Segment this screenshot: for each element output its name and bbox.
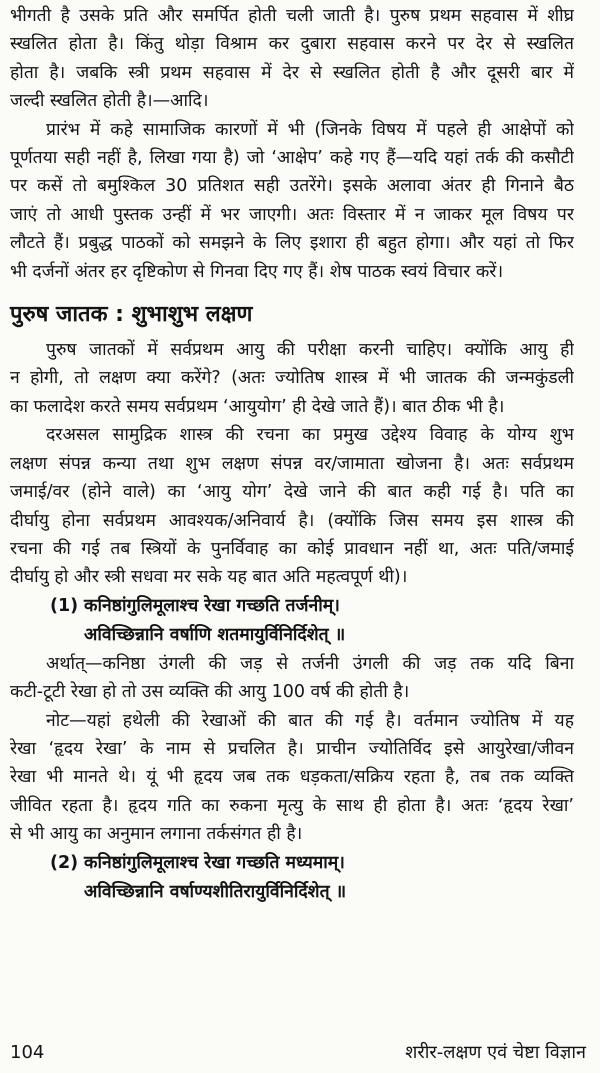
paragraph: [10, 421, 574, 591]
verse-number: (2): [50, 852, 79, 873]
text-line: जाएं तो आधी पुस्तक उन्हीं में भर जाएगी। अतः विस्तार में न जाकर मूल विषय पर: [10, 204, 574, 225]
text-line: कटी-टूटी रेखा हो तो उस व्यक्ति की आयु 100 वर्ष की होती है।: [10, 682, 410, 703]
verse-text: कनिष्ठांगुलिमूलाश्च रेखा गच्छति मध्यमाम्।: [84, 852, 345, 873]
paragraph: [10, 650, 574, 707]
text-line: दीर्घायु हो और स्त्री सधवा मर सके यह बात अति महत्वपूर्ण थी)।: [10, 567, 408, 588]
text-line: लौटते हैं। प्रबुद्ध पाठकों को समझने के लिए इशारा ही बहुत होगा। और यहां तो फिर: [10, 233, 574, 254]
text-line: से भी आयु का अनुमान लगाना तर्कसंगत ही है।: [10, 824, 303, 845]
running-title: शरीर-लक्षण एवं चेष्टा विज्ञान: [405, 1042, 586, 1063]
verse-line: [10, 849, 574, 878]
text-line: न होगी, तो लक्षण क्या करेंगे? (अतः ज्योतिष शास्त्र में भी जातक की जन्मकुंडली: [10, 368, 574, 389]
page-number: 104: [10, 1042, 45, 1063]
text-line: स्खलित होता है। किंतु थोड़ा विश्राम कर दुबारा सहवास करने पर देर से स्खलित: [10, 34, 574, 55]
text-line: होता है। जबकि स्त्री प्रथम सहवास में देर से स्खलित होती है और दूसरी बार में: [10, 62, 574, 83]
text-line: अर्थात्—कनिष्ठा उंगली की जड़ से तर्जनी उंगली की जड़ तक यदि बिना: [46, 653, 574, 674]
text-line: पुरुष जातकों में सर्वप्रथम आयु की परीक्षा करनी चाहिए। क्योंकि आयु ही: [46, 340, 574, 361]
text-line: जीवित रहता है। हृदय गति का रुकना मृत्यु के साथ ही होता है। अतः ‘हृदय रेखा’: [10, 795, 574, 816]
text-line: भी दर्जनों अंतर हर दृष्टिकोण से गिनवा दिए गए हैं। शेष पाठक स्वयं विचार करें।: [10, 261, 504, 282]
text-line: रेखा ‘हृदय रेखा’ के नाम से प्रचलित है। प्राचीन ज्योतिर्विद इसे आयुरेखा/जीवन: [10, 738, 574, 759]
text-line: भीगती है उसके प्रति और समर्पित होती चली जाती है। पुरुष प्रथम सहवास में शीघ्र: [10, 6, 574, 26]
text-line: रेखा भी मानते थे। यूं भी हृदय जब तक धड़कता/सक्रिय रहता है, तब तक व्यक्ति: [10, 767, 574, 788]
text-line: रचना की गई तब स्त्रियों के पुनर्विवाह का कोई प्रावधान नहीं था, अतः पति/जमाई: [10, 538, 574, 559]
text-line: दरअसल सामुद्रिक शास्त्र की रचना का प्रमुख उद्देश्य विवाह के योग्य शुभ: [46, 425, 574, 446]
paragraph: [10, 707, 574, 849]
text-line: जल्दी स्खलित होती है।—आदि।: [10, 91, 209, 112]
sanskrit-verse: [10, 849, 574, 907]
text-line: लक्षण संपन्न कन्या तथा शुभ लक्षण संपन्न वर/जामाता खोजना है। अतः सर्वप्रथम: [10, 453, 574, 474]
verse-text: कनिष्ठांगुलिमूलाश्च रेखा गच्छति तर्जनीम्।: [84, 595, 340, 616]
paragraph: [10, 336, 574, 421]
text-line: प्रारंभ में कहे सामाजिक कारणों में भी (जिनके विषय में पहले ही आक्षेपों को: [46, 119, 574, 140]
sanskrit-verse: [10, 592, 574, 650]
verse-line: [10, 592, 574, 621]
verse-line: अविच्छिन्नानि वर्षाण्यशीतिरायुर्विनिर्दिशेत् ॥: [84, 881, 347, 902]
text-line: दीर्घायु होना सर्वप्रथम आवश्यक/अनिवार्य है। (क्योंकि जिस समय इस शास्त्र की: [10, 510, 574, 531]
text-line: नोट—यहां हथेली की रेखाओं की बात की गई है। वर्तमान ज्योतिष में यह: [46, 710, 574, 731]
text-line: का फलादेश करते समय सर्वप्रथम ‘आयुयोग’ ही देखे जाते हैं)। बात ठीक भी है।: [10, 396, 505, 417]
text-line: पूर्णतया सही नहीं है, लिखा गया है) जो ‘आक्षेप’ कहे गए हैं—यदि यहां तर्क की कसौटी: [10, 148, 574, 169]
paragraph: [10, 2, 574, 116]
section-heading: पुरुष जातक : शुभाशुभ लक्षण: [10, 302, 253, 328]
text-line: पर कसें तो बमुश्किल 30 प्रतिशत सही उतरेंगे। इसके अलावा अंतर ही गिनाने बैठ: [10, 176, 574, 197]
paragraph: [10, 116, 574, 286]
text-line: जमाई/वर (होने वाले) का ‘आयु योग’ देखे जाने की बात कही गई है। पति का: [10, 482, 574, 503]
verse-number: (1): [50, 595, 79, 616]
verse-line: अविच्छिन्नानि वर्षाणि शतमायुर्विनिर्दिशेत् ॥: [84, 624, 346, 645]
page-footer: [10, 1038, 586, 1068]
